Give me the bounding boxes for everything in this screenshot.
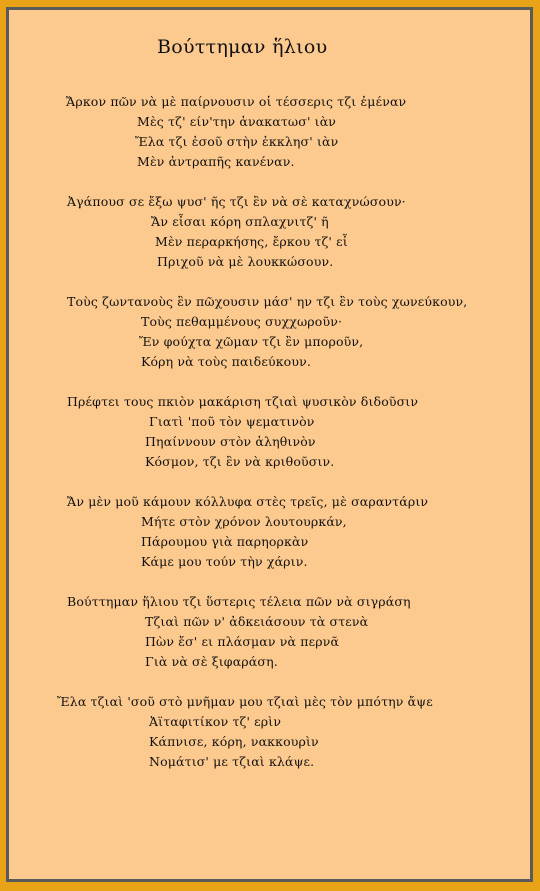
poem-line: Πηαίννουν στὸν ἀληθινὸν: [145, 434, 316, 449]
poem-line: Ἄρκον πῶν νὰ μὲ παίρνουσιν οἱ τέσσερις τζι ἐμέναν: [66, 94, 407, 109]
poem-line: Γιὰ νὰ σὲ ξιφαράση.: [145, 654, 278, 669]
poem-line: Τοὺς πεθαμμένους συχχωροῦν·: [141, 314, 343, 329]
poem-line: Ἀϊταφιτίκον τζ' ερὶν: [149, 714, 282, 729]
poem-title: Βούττημαν ἥλιου: [157, 36, 328, 58]
poem-line: Ἔλα τζι ἐσοῦ στὴν ἐκκλησ' ιὰν: [135, 134, 339, 149]
poem-line: Μήτε στὸν χρόνον λουτουρκάν,: [141, 514, 347, 529]
poem-line: Κάπνισε, κόρη, νακκουρὶν: [149, 734, 319, 749]
poem-line: Κόσμον, τζι ἒν νὰ κριθοῦσιν.: [145, 454, 335, 469]
poem-line: Κάμε μου τούν τὴν χάριν.: [141, 554, 308, 569]
poem-line: Μὲν ἀντραπῆς κανέναν.: [137, 154, 295, 169]
poem-line: Ἄν μὲν μοῦ κάμουν κόλλυφα στὲς τρεῖς, μὲ σαραντάριν: [67, 494, 429, 509]
poem-line: Ἀγάπουσ σε ἔξω ψυσ' ῆς τζι ἒν νὰ σὲ καταχνώσουν·: [67, 194, 406, 209]
poem-line: Πὼν ἔσ' ει πλάσμαν νὰ περνᾶ: [145, 634, 340, 649]
poem-line: Τζιαὶ πῶν ν' ἀδκειάσουν τὰ στενὰ: [145, 614, 369, 629]
poem-line: Ἄν εἶσαι κόρη σπλαχνιτζ' ῆ: [151, 214, 329, 229]
poem-line: Πάρουμου γιὰ παρηορκὰν: [141, 534, 309, 549]
poem-page: [6, 7, 533, 882]
poem-line: Ἔλα τζιαὶ 'σοῦ στὸ μνῆμαν μου τζιαὶ μὲς τὸν μπότην ἄψε: [57, 694, 433, 709]
poem-line: Μὲς τζ' είν'την ἀνακατωσ' ιὰν: [137, 114, 337, 129]
poem-line: Κόρη νὰ τοὺς παιδεύκουν.: [141, 354, 311, 369]
poem-line: Πριχοῦ νὰ μὲ λουκκώσουν.: [157, 254, 334, 269]
poem-line: Νομάτισ' με τζιαὶ κλάψε.: [149, 754, 315, 769]
poem-line: Ἔν φούχτα χῶμαν τζι ἒν μποροῦν,: [139, 334, 364, 349]
poem-line: Γιατὶ 'ποῦ τὸν ψεματινὸν: [149, 414, 315, 429]
poem-line: Τοὺς ζωντανοὺς ἒν πῶχουσιν μάσ' ην τζι ἒν τοὺς χωνεύκουν,: [67, 294, 468, 309]
poem-line: Πρέφτει τους πκιὸν μακάριση τζιαὶ ψυσικὸν διδοῦσιν: [67, 394, 419, 409]
poem-line: Μὲν περαρκήσης, ἔρκου τζ' εἶ: [155, 234, 348, 249]
poem-line: Βούττημαν ἥλιου τζι ὕστερις τέλεια πῶν νὰ σιγράση: [67, 594, 411, 609]
